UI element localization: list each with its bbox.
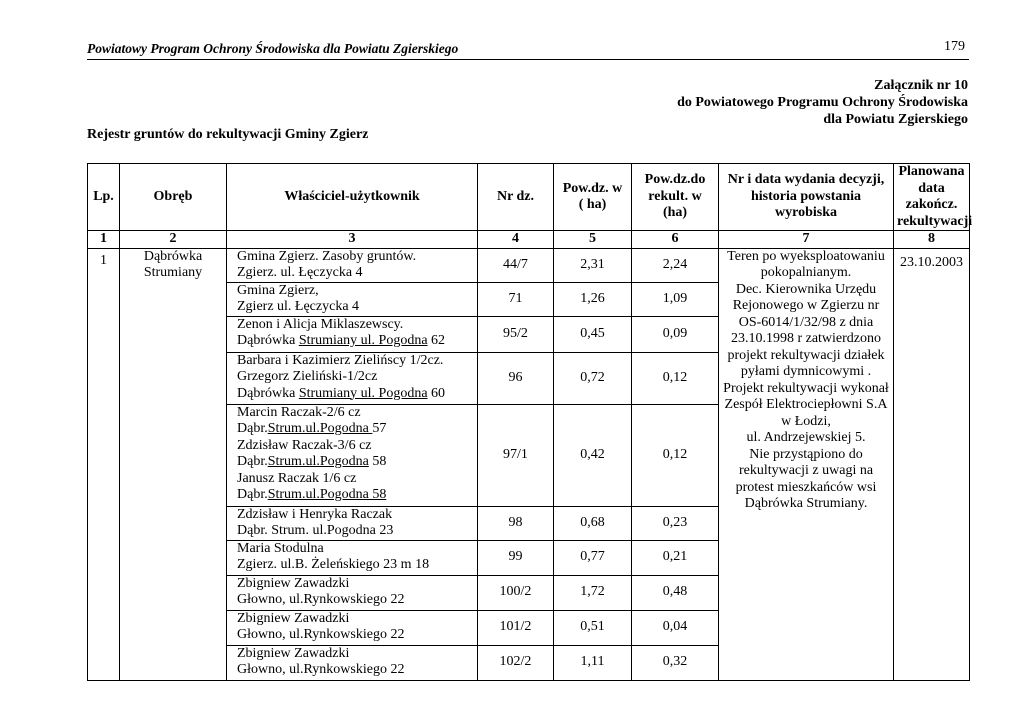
column-number-row [88, 231, 970, 249]
cell-plot-area: 0,45 [554, 316, 632, 352]
reclamation-register-table [87, 163, 973, 681]
cell-reclamation-area: 2,24 [632, 248, 719, 282]
column-number: 5 [554, 231, 632, 249]
cell-plot-number: 97/1 [478, 404, 554, 506]
cell-plot-area: 1,11 [554, 645, 632, 680]
cell-owner: Gmina Zgierz, Zgierz ul. Łęczycka 4 [227, 282, 478, 316]
cell-reclamation-area: 0,23 [632, 506, 719, 540]
annex-line: do Powiatowego Programu Ochrony Środowiska [677, 95, 968, 110]
column-header-decision: Nr i data wydania decyzji, historia powstania wyrobiska [719, 164, 894, 231]
cell-reclamation-area: 0,21 [632, 540, 719, 575]
cell-reclamation-area: 0,04 [632, 610, 719, 645]
annex-line: Załącznik nr 10 [874, 78, 968, 93]
cell-plot-area: 0,42 [554, 404, 632, 506]
column-number: 7 [719, 231, 894, 249]
column-number: 2 [120, 231, 227, 249]
cell-owner: Gmina Zgierz. Zasoby gruntów. Zgierz. ul. Łęczycka 4 [227, 248, 478, 282]
cell-plot-area: 0,72 [554, 352, 632, 404]
table-row [88, 248, 970, 282]
cell-plot-area: 2,31 [554, 248, 632, 282]
cell-reclamation-area: 0,09 [632, 316, 719, 352]
cell-plot-number: 44/7 [478, 248, 554, 282]
cell-plot-number: 98 [478, 506, 554, 540]
cell-reclamation-area: 0,48 [632, 575, 719, 610]
column-header-reclamation-area: Pow.dz.do rekult. w (ha) [632, 164, 719, 231]
cell-owner: Zbigniew Zawadzki Głowno, ul.Rynkowskiego 22 [227, 575, 478, 610]
cell-plot-area: 0,68 [554, 506, 632, 540]
cell-reclamation-area: 0,32 [632, 645, 719, 680]
cell-plot-number: 71 [478, 282, 554, 316]
cell-obreb: Dąbrówka Strumiany [120, 248, 227, 680]
column-number: 8 [894, 231, 970, 249]
table-header-row [88, 164, 970, 231]
cell-plot-area: 0,77 [554, 540, 632, 575]
cell-plot-number: 102/2 [478, 645, 554, 680]
column-number: 4 [478, 231, 554, 249]
cell-owner: Zbigniew Zawadzki Głowno, ul.Rynkowskiego 22 [227, 610, 478, 645]
column-number: 3 [227, 231, 478, 249]
cell-plot-number: 96 [478, 352, 554, 404]
cell-planned-date: 23.10.2003 [894, 248, 970, 680]
cell-plot-area: 1,26 [554, 282, 632, 316]
annex-caption [677, 77, 968, 128]
column-header-planned-date: Planowana data zakończ. rekultywacji [894, 164, 970, 231]
column-header-plot-area: Pow.dz. w ( ha) [554, 164, 632, 231]
column-header-obreb: Obręb [120, 164, 227, 231]
cell-owner: Marcin Raczak-2/6 cz Dąbr.Strum.ul.Pogodna 57 Zdzisław Raczak-3/6 cz Dąbr.Strum.ul.Pogodna 58 Janusz Raczak 1/6 cz Dąbr.Strum.ul.Pogodna 58 [227, 404, 478, 506]
cell-owner: Zbigniew Zawadzki Głowno, ul.Rynkowskiego 22 [227, 645, 478, 680]
column-number: 6 [632, 231, 719, 249]
page-number: 179 [944, 39, 965, 54]
document-header-title: Powiatowy Program Ochrony Środowiska dla Powiatu Zgierskiego [87, 41, 459, 56]
cell-owner: Zdzisław i Henryka Raczak Dąbr. Strum. ul.Pogodna 23 [227, 506, 478, 540]
column-header-plot-number: Nr dz. [478, 164, 554, 231]
cell-owner: Zenon i Alicja Miklaszewscy. Dąbrówka Strumiany ul. Pogodna 62 [227, 316, 478, 352]
cell-owner: Barbara i Kazimierz Zielińscy 1/2cz. Grzegorz Zieliński-1/2cz Dąbrówka Strumiany ul. Pogodna 60 [227, 352, 478, 404]
cell-lp: 1 [88, 248, 120, 680]
cell-plot-area: 0,51 [554, 610, 632, 645]
column-header-lp: Lp. [88, 164, 120, 231]
cell-plot-number: 99 [478, 540, 554, 575]
cell-decision-history: Teren po wyeksploatowaniu pokopalnianym. Dec. Kierownika Urzędu Rejonowego w Zgierzu nr OS-6014/1/32/98 z dnia 23.10.1998 r zatwierdzono projekt rekultywacji działek pyłami dymnicowymi . Projekt rekultywacji wykonał Zespół Elektrociepłowni S.A w Łodzi, ul. Andrzejewskiej 5. Nie przystąpiono do rekultywacji z uwagi na protest mieszkańców wsi Dąbrówka Strumiany. [719, 248, 894, 680]
cell-plot-area: 1,72 [554, 575, 632, 610]
cell-plot-number: 100/2 [478, 575, 554, 610]
cell-owner: Maria Stodulna Zgierz. ul.B. Żeleńskiego 23 m 18 [227, 540, 478, 575]
cell-reclamation-area: 0,12 [632, 352, 719, 404]
column-header-owner: Właściciel-użytkownik [227, 164, 478, 231]
cell-plot-number: 95/2 [478, 316, 554, 352]
annex-line: dla Powiatu Zgierskiego [823, 112, 968, 127]
cell-reclamation-area: 1,09 [632, 282, 719, 316]
header-divider [87, 59, 969, 60]
cell-reclamation-area: 0,12 [632, 404, 719, 506]
cell-plot-number: 101/2 [478, 610, 554, 645]
column-number: 1 [88, 231, 120, 249]
register-title: Rejestr gruntów do rekultywacji Gminy Zgierz [87, 127, 369, 142]
